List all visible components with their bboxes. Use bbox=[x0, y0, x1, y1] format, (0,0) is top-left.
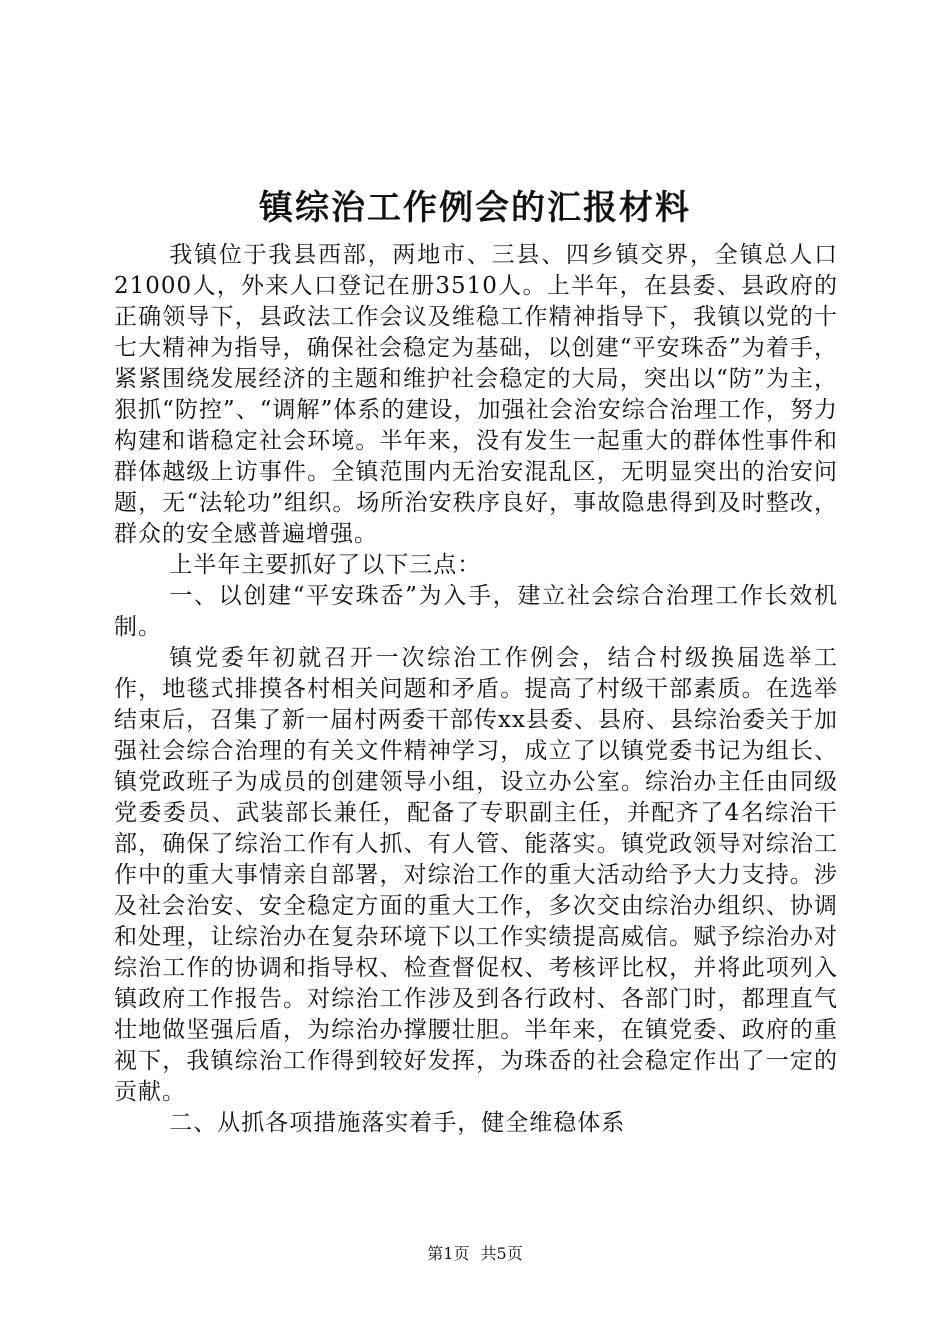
document-title: 镇综治工作例会的汇报材料 bbox=[259, 188, 691, 228]
page-number: 第1页 bbox=[427, 1244, 470, 1263]
paragraph-summary-lead: 上半年主要抓好了以下三点： bbox=[169, 552, 482, 578]
paragraph-intro: 我镇位于我县西部，两地市、三县、四乡镇交界，全镇总人口21000人，外来人口登记在册3510人。上半年，在县委、县政府的正确领导下，县政法工作会议及维稳工作精神指导下，我镇以党的十七大精神为指导，确保社会稳定为基础，以创建“平安珠岙”为着手，紧紧围绕发展经济的主题和维护社会稳定的大局，突出以“防”为主，狠抓“防控”、“调解”体系的建设，加强社会治安综合治理工作，努力构建和谐稳定社会环境。半年来，没有发生一起重大的群体性事件和群体越级上访事件。全镇范围内无治安混乱区，无明显突出的治安问题，无“法轮功”组织。场所治安秩序良好，事故隐患得到及时整改，群众的安全感普遍增强。 bbox=[114, 242, 838, 547]
section-heading-1: 一、以创建“平安珠岙”为入手，建立社会综合治理工作长效机制。 bbox=[114, 583, 838, 640]
section-heading-2: 二、从抓各项措施落实着手，健全维稳体系 bbox=[169, 1110, 626, 1136]
paragraph-section-1: 镇党委年初就召开一次综治工作例会，结合村级换届选举工作，地毯式排摸各村相关问题和矛盾。提高了村级干部素质。在选举结束后，召集了新一届村两委干部传xx县委、县府、县综治委关于加强社会综合治理的有关文件精神学习，成立了以镇党委书记为组长、镇党政班子为成员的创建领导小组，设立办公室。综治办主任由同级党委委员、武装部长兼任，配备了专职副主任，并配齐了4名综治干部，确保了综治工作有人抓、有人管、能落实。镇党政领导对综治工作中的重大事情亲自部署，对综治工作的重大活动给予大力支持。涉及社会治安、安全稳定方面的重大工作，多次交由综治办组织、协调和处理，让综治办在复杂环境下以工作实绩提高威信。赋予综治办对综治工作的协调和指导权、检查督促权、考核评比权，并将此项列入镇政府工作报告。对综治工作涉及到各行政村、各部门时，都理直气壮地做坚强后盾，为综治办撑腰壮胆。半年来，在镇党委、政府的重视下，我镇综治工作得到较好发挥，为珠岙的社会稳定作出了一定的贡献。 bbox=[114, 645, 838, 1105]
document-body bbox=[114, 240, 838, 1139]
page-total: 共5页 bbox=[480, 1244, 523, 1263]
page-footer bbox=[0, 1244, 950, 1264]
